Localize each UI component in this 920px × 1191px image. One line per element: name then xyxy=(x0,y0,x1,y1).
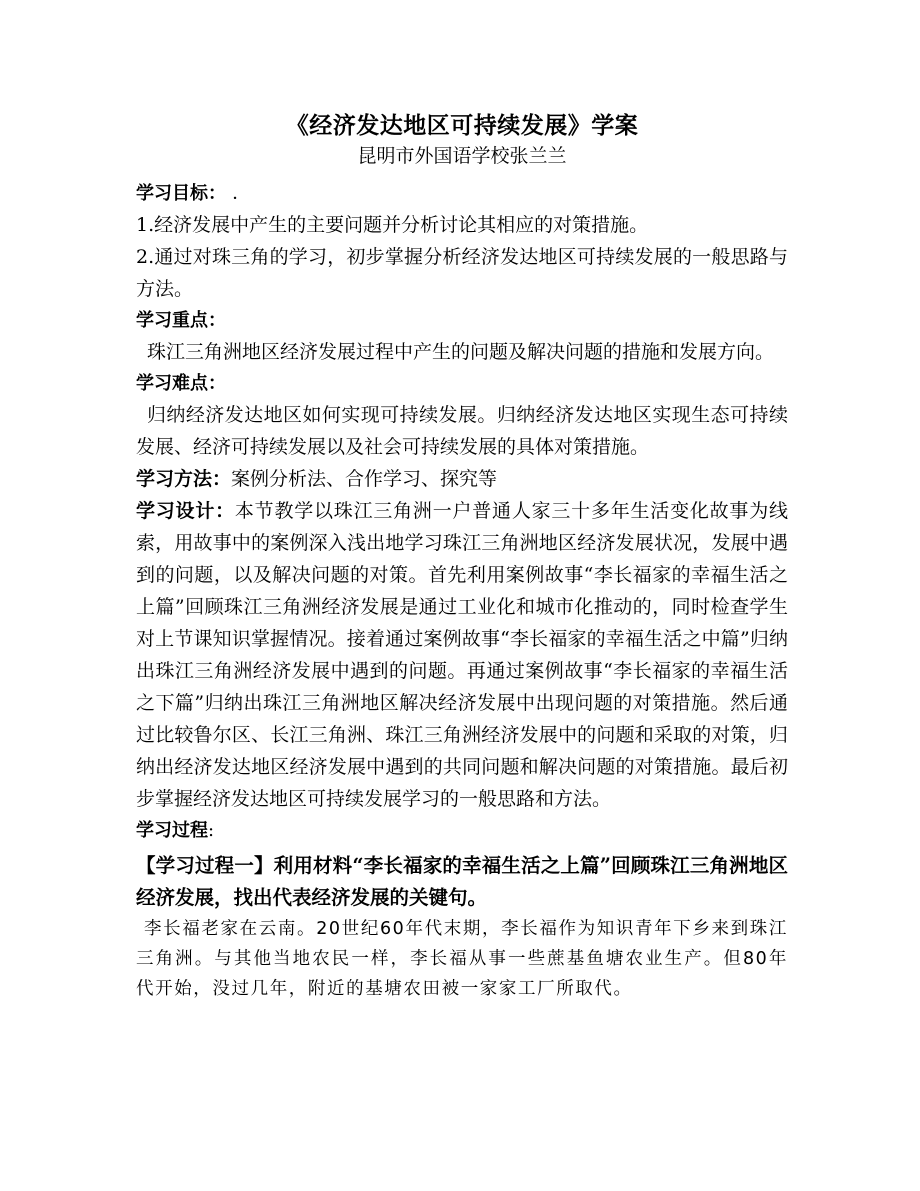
key-points-text: 珠江三角洲地区经济发展过程中产生的问题及解决问题的措施和发展方向。 xyxy=(147,341,775,363)
objectives-label: 学习目标： xyxy=(136,183,226,204)
design-text: 本节教学以珠江三角洲一户普通人家三十多年生活变化故事为线索，用故事中的案例深入浅出地学习珠江三角洲地区经济发展状况，发展中遇到的问题，以及解决问题的对策。首先利用案例故事“李长福家的幸福生活之上篇”回顾珠江三角洲经济发展是通过工业化和城市化推动的，同时检查学生对上节课知识掌握情况。接着通过案例故事“李长福家的幸福生活之中篇”归纳出珠江三角洲经济发展中遇到的问题。再通过案例故事“李长福家的幸福生活之下篇”归纳出珠江三角洲地区解决经济发展中出现问题的对策措施。然后通过比较鲁尔区、长江三角洲、珠江三角洲经济发展中的问题和采取的对策，归纳出经济发达地区经济发展中遇到的共同问题和解决问题的对策措施。最后初步掌握经济发达地区可持续发展学习的一般思路和方法。 xyxy=(136,500,788,810)
process-label: 学习过程 xyxy=(136,820,208,841)
process-step1-title: 【学习过程一】利用材料“李长福家的幸福生活之上篇”回顾珠江三角洲地区经济发展，找出代表经济发展的关键句。 xyxy=(136,854,788,909)
objective-item-1: 1.经济发展中产生的主要问题并分析讨论其相应的对策措施。 xyxy=(136,214,649,236)
methods-text: 案例分析法、合作学习、探究等 xyxy=(231,468,498,490)
document-title: 《经济发达地区可持续发展》学案 xyxy=(285,112,639,139)
objectives-heading xyxy=(136,178,788,209)
design-label: 学习设计： xyxy=(136,500,235,522)
difficulties-heading: 学习难点： xyxy=(136,373,226,394)
document-author: 昆明市外国语学校张兰兰 xyxy=(357,145,567,167)
difficulties-text: 归纳经济发达地区如何实现可持续发展。归纳经济发达地区实现生态可持续发展、经济可持续发展以及社会可持续发展的具体对策措施。 xyxy=(136,404,788,458)
objective-item-2: 2.通过对珠三角的学习，初步掌握分析经济发达地区可持续发展的一般思路与方法。 xyxy=(136,246,788,300)
process-colon: : xyxy=(208,820,215,841)
story-paragraph xyxy=(136,914,788,1004)
methods-label: 学习方法： xyxy=(136,468,232,490)
process-heading xyxy=(136,815,788,846)
methods-paragraph xyxy=(136,463,788,495)
objectives-mark: ． xyxy=(232,183,251,204)
design-paragraph xyxy=(136,495,788,815)
document-page xyxy=(136,110,788,1004)
story-text: 李长福老家在云南。20世纪60年代末期，李长福作为知识青年下乡来到珠江三角洲。与其他当地农民一样，李长福从事一些蔗基鱼塘农业生产。但80年代开始，没过几年，附近的基塘农田被一家家工厂所取代。 xyxy=(136,919,788,999)
key-points-heading: 学习重点： xyxy=(136,310,226,331)
